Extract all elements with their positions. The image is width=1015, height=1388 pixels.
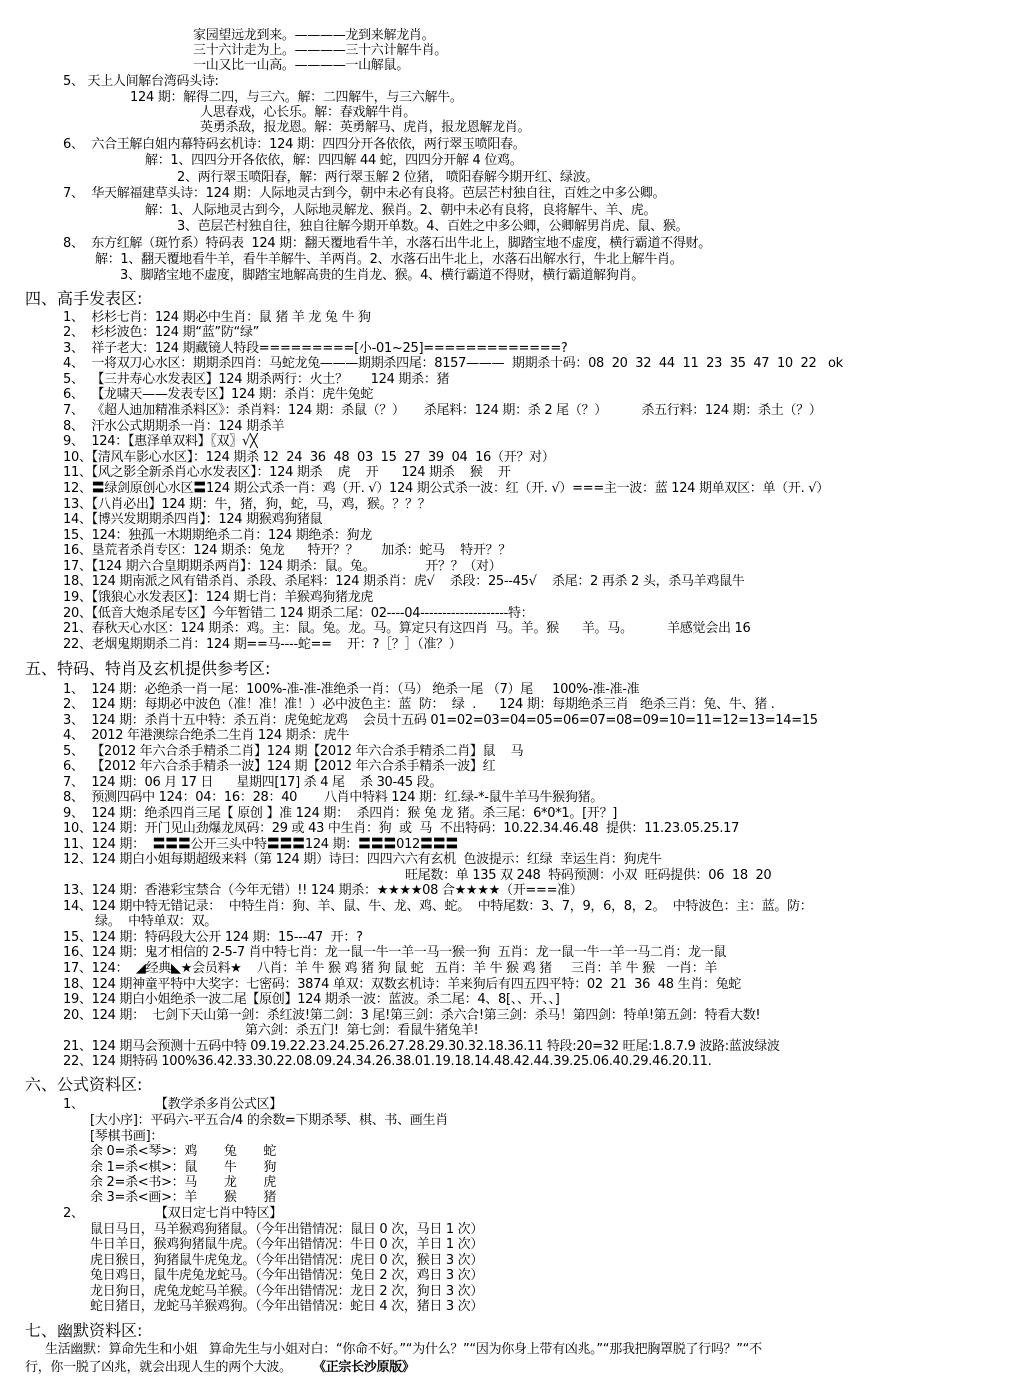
text-line: 14、【博兴发期期杀四肖】：124 期猴鸡狗猪鼠	[63, 512, 323, 527]
text-line: 一山又比一山高。————一山解鼠。	[193, 58, 409, 73]
text-line: 8、 东方红解（斑竹系）特码表 124 期：翻天覆地看牛羊，水落石出牛北上，脚踏宝地不虚度，横行霸道不得财。	[63, 236, 711, 251]
text-line: 7、 《超人迪加精准杀料区》：杀肖料：124 期：杀鼠（？） 杀尾料：124 期：杀 2 尾（？） 杀五行料：124 期：杀土（？）	[63, 403, 822, 418]
section-heading: 五、特码、特肖及玄机提供参考区:	[25, 659, 271, 678]
text-line: 6、 【龙啸天——发表专区】124 期：杀肖：虎牛兔蛇	[63, 387, 374, 402]
section-heading: 七、幽默资料区:	[25, 1321, 143, 1340]
text-line: [大小序]：平码六-平五合/4 的余数=下期杀琴、棋、书、画生肖	[90, 1113, 448, 1128]
text-line: 解：1、人际地灵古到今，人际地灵解龙、猴肖。2、朝中未必有良将，良将解牛、羊、虎。	[145, 203, 657, 218]
text-line: 22、老烟鬼期期杀二肖：124 期==马----蛇== 开：?［？］（准？）	[63, 637, 462, 652]
text-line: 20、【低音大炮杀尾专区】今年暂错二 124 期杀二尾：02----04--------------------特：	[63, 606, 534, 621]
text-line: 【教学杀多肖公式区】	[155, 1097, 283, 1112]
text-line: 21、124 期马会预测十五码中特 09.19.22.23.24.25.26.27.28.29.30.32.18.36.11 特段:20=32 旺尾:1.8.7.9 波路:蓝波绿波	[63, 1039, 780, 1054]
text-line: 旺尾数：单 135 双 248 特码预测：小双 旺码提供：06 18 20	[405, 868, 772, 883]
text-line: 家园望远龙到来。————龙到来解龙肖。	[193, 28, 435, 43]
text-line: 第六剑：杀五门! 第七剑：看鼠牛猪兔羊!	[245, 1023, 479, 1038]
text-line: 虎日猴日，狗猪鼠牛虎兔龙。（今年出错情况：虎日 0 次，猴日 3 次）	[90, 1253, 484, 1268]
text-line: 124 期：解得二四，与三六。解：二四解牛，与三六解牛。	[130, 90, 463, 105]
text-line: 9、 124 期：绝杀四肖三尾【 原创 】准 124 期： 杀四肖：猴 兔 龙 猪。杀三尾：6*0*1。[开？]	[63, 806, 618, 821]
text-line: 蛇日猪日，龙蛇马羊猴鸡狗。（今年出错情况：蛇日 4 次，猪日 3 次）	[90, 1299, 484, 1314]
text-line: 3、 祥子老大：124 期藏镜人特段=========[小-01~25]=============?	[63, 341, 568, 356]
text-line: 15、124：独孤一木期期绝杀二肖：124 期绝杀：狗龙	[63, 528, 372, 543]
text-line: 英勇杀敌，报龙恩。解：英勇解马、虎肖，报龙恩解龙肖。	[200, 120, 531, 135]
text-line: 17、124： ◢经典◣★会员料★ 八肖：羊 牛 猴 鸡 猪 狗 鼠 蛇 五肖：羊 牛 猴 鸡 猪 三肖：羊 牛 猴 一肖：羊	[63, 961, 718, 976]
text-line: 5、 【三井寿心水发表区】124 期杀两行：火土？ 124 期杀：猪	[63, 372, 450, 387]
text-line: 6、 六合王解白姐内幕特码玄机诗：124 期：四四分开各依依，两行翠玉喷阳春。	[63, 137, 526, 152]
text-line: 16、垦荒者杀肖专区：124 期杀：兔龙 特开？？ 加杀：蛇马 特开？？	[63, 543, 511, 558]
text-line: 2、两行翠玉喷阳春，解：两行翠玉解 2 位猪， 喷阳春解今期开红、绿波。	[177, 170, 599, 185]
text-line: 22、124 期特码 100%36.42.33.30.22.08.09.24.34.26.38.01.19.18.14.48.42.44.39.25.06.40.29.46.20.11.	[63, 1054, 712, 1069]
text-line: 余 3=杀<画>：羊 猴 猪	[90, 1190, 277, 1205]
text-line: 3、 124 期：杀肖十五中特：杀五肖：虎兔蛇龙鸡 会员十五码 01=02=03=04=05=06=07=08=09=10=11=12=13=14=15	[63, 713, 818, 728]
text-line: 2、 杉杉波色：124 期“蓝”防“绿”	[63, 325, 260, 340]
text-line: [琴棋书画]：	[90, 1129, 164, 1144]
text-line: 1、	[63, 1097, 84, 1112]
text-line: 解：1、四四分开各依依，解：四四解 44 蛇，四四分开解 4 位鸡。	[145, 153, 523, 168]
text-line: 19、【饿狼心水发表区】：124 期七肖：羊猴鸡狗猪龙虎	[63, 590, 374, 605]
text-line: 5、 天上人间解台湾码头诗:	[63, 74, 219, 89]
text-line: 7、 华天解福建草头诗：124 期：人际地灵古到今，朝中未必有良将。芭层芒村独自往，百姓之中多公卿。	[63, 186, 666, 201]
text-line: 18、124 期神童平特中大奖字：七密码：3874 单双：双数玄机诗：羊来狗后有四五四平特：02 21 36 48 生肖：兔蛇	[63, 977, 741, 992]
text-line: 12、124 期白小姐每期超级来料（第 124 期）诗曰：四四六六有玄机 色波提示：红绿 幸运生肖：狗虎牛	[63, 852, 662, 867]
text-line: 龙日狗日，虎兔龙蛇马羊猴。（今年出错情况：龙日 2 次，狗日 3 次）	[90, 1284, 484, 1299]
text-line: 18、124 期南派之风有错杀肖、杀段、杀尾料：124 期杀肖：虎√ 杀段：25--45√ 杀尾：2 再杀 2 头，杀马羊鸡鼠牛	[63, 574, 745, 589]
text-line: 15、124 期：特码段大公开 124 期：15---47 开：?	[63, 930, 363, 945]
text-line: 2、	[63, 1206, 84, 1221]
text-line: 兔日鸡日，鼠牛虎兔龙蛇马。（今年出错情况：兔日 2 次，鸡日 3 次）	[90, 1268, 484, 1283]
text-line: 3、脚踏宝地不虚度，脚踏宝地解高贵的生肖龙、猴。4、横行霸道不得财，横行霸道解狗肖。	[120, 268, 644, 283]
source-label: 《正宗长沙原版》	[313, 1360, 415, 1375]
text-line: 绿。 中特单双：双。	[95, 914, 217, 929]
text-line: 2、 124 期：每期必中波色（准！准！准！）必中波色主：蓝 防： 绿 . 124 期：每期绝杀三肖 绝杀三肖：兔、牛、猪 .	[63, 697, 775, 712]
text-line: 16、124 期：鬼才相信的 2-5-7 肖中特七肖：龙一鼠一牛一羊一马一猴一狗 五肖：龙一鼠一牛一羊一马二肖：龙一鼠	[63, 945, 727, 960]
text-line: 12、〓绿剑原创心水区〓124 期公式杀一肖：鸡（开. √）124 期公式杀一波：红（开. √）===主一波：蓝 124 期单双区：单（开. √）	[63, 481, 829, 496]
section-heading: 六、公式资料区:	[25, 1075, 143, 1094]
text-line: 余 1=杀<棋>：鼠 牛 狗	[90, 1160, 277, 1175]
text-line: 人思春戏，心长乐。解：春戏解牛肖。	[200, 105, 416, 120]
text-line: 4、 2012 年港澳综合绝杀二生肖 124 期杀：虎牛	[63, 728, 350, 743]
text-line: 鼠日马日，马羊猴鸡狗猪鼠。（今年出错情况：鼠日 0 次，马日 1 次）	[90, 1222, 484, 1237]
text-line: 行，你一脱了凶兆，就会出现人生的两个大波。	[25, 1360, 292, 1375]
text-line: 5、 【2012 年六合杀手精杀二肖】124 期【2012 年六合杀手精杀二肖】鼠 马	[63, 744, 524, 759]
text-line: 8、 预测四码中 124：04：16：28：40 八肖中特料 124 期：红.绿-*-鼠牛羊马牛猴狗猪。	[63, 790, 603, 805]
text-line: 13、124 期：香港彩宝禁合（今年无错）!! 124 期杀：★★★★08 合★★★★（开===准）	[63, 883, 583, 898]
text-line: 余 2=杀<书>：马 龙 虎	[90, 1175, 277, 1190]
section-heading: 四、高手发表区:	[25, 289, 143, 308]
text-line: 10、124 期：开门见山劲爆龙凤码：29 或 43 中生肖：狗 或 马 不出特码：10.22.34.46.48 提供：11.23.05.25.17	[63, 821, 740, 836]
text-line: 4、 一将双刀心水区：期期杀四肖：马蛇龙兔———期期杀四尾：8157——— 期期杀十码：08 20 32 44 11 23 35 47 10 22 ok	[63, 356, 843, 371]
text-line: 三十六计走为上。————三十六计解牛肖。	[193, 43, 448, 58]
text-line: 20、124 期： 七剑下天山第一剑：杀红波!第二剑：3 尾!第三剑：杀六合!第三剑：杀马！第四剑：特单!第五剑：特看大数!	[63, 1008, 761, 1023]
text-line: 11、【风之影全新杀肖心水发表区】：124 期杀 虎 开 124 期杀 猴 开	[63, 465, 511, 480]
text-line: 14、124 期中特无错记录： 中特生肖：狗、羊、鼠、牛、龙、鸡、蛇。 中特尾数：3、7，9，6，8，2。 中特波色：主：蓝。防：	[63, 899, 813, 914]
text-line: 【双日定七肖中特区】	[155, 1206, 283, 1221]
text-line: 10、【清风车影心水区】：124 期杀 12 24 36 48 03 15 27 39 04 16（开？对）	[63, 450, 555, 465]
text-line: 牛日羊日，猴鸡狗猪鼠牛虎。（今年出错情况：牛日 0 次，羊日 1 次）	[90, 1237, 484, 1252]
text-line: 3、芭层芒村独自往，独自往解今期开单数。4、百姓之中多公卿，公卿解男肖虎、鼠、猴。	[177, 219, 689, 234]
text-line: 余 0=杀<琴>：鸡 兔 蛇	[90, 1144, 277, 1159]
text-line: 1、 杉杉七肖：124 期必中生肖：鼠 猪 羊 龙 兔 牛 狗	[63, 310, 371, 325]
text-line: 21、春秋天心水区：124 期杀：鸡。主：鼠。兔。龙。马。算定只有这四肖 马。羊。猴 羊。马。 羊感觉会出 16	[63, 621, 751, 636]
text-line: 7、 124 期：06 月 17 日 星期四[17] 杀 4 尾 杀 30-45 段。	[63, 775, 443, 790]
text-line: 1、 124 期：必绝杀一肖一尾：100%-准-准-准绝杀一肖：（马） 绝杀一尾 （7）尾 100%-准-准-准	[63, 682, 640, 697]
text-line: 生活幽默：算命先生和小姐 算命先生与小姐对白：“你命不好。”“为什么？”“因为你身上带有凶兆。”“那我把胸罩脱了行吗？”“不	[45, 1342, 762, 1357]
text-line: 11、124 期： 〓〓〓公开三头中特〓〓〓124 期：〓〓〓012〓〓〓	[63, 837, 459, 852]
text-line: 13、【八肖必出】124 期：牛，猪，狗，蛇，马，鸡，猴。？？？	[63, 497, 431, 512]
text-line: 17、【124 期六合皇期期杀两肖】：124 期杀：鼠。兔。 开？？（对）	[63, 559, 502, 574]
text-line: 19、124 期白小姐绝杀一波二尾【原创】124 期杀一波：蓝波。杀二尾：4、8[、、开、、]	[63, 992, 560, 1007]
text-line: 8、 汗水公式期期杀一肖：124 期杀羊	[63, 419, 285, 434]
text-line: 9、 124：【惠泽单双料】〖双〗√╳	[63, 434, 258, 449]
text-line: 解：1、翻天覆地看牛羊，看牛羊解牛、羊两肖。2、水落石出牛北上，水落石出解水行，牛北上解牛肖。	[95, 252, 683, 267]
text-line: 6、 【2012 年六合杀手精杀一波】124 期【2012 年六合杀手精杀一波】红	[63, 759, 496, 774]
